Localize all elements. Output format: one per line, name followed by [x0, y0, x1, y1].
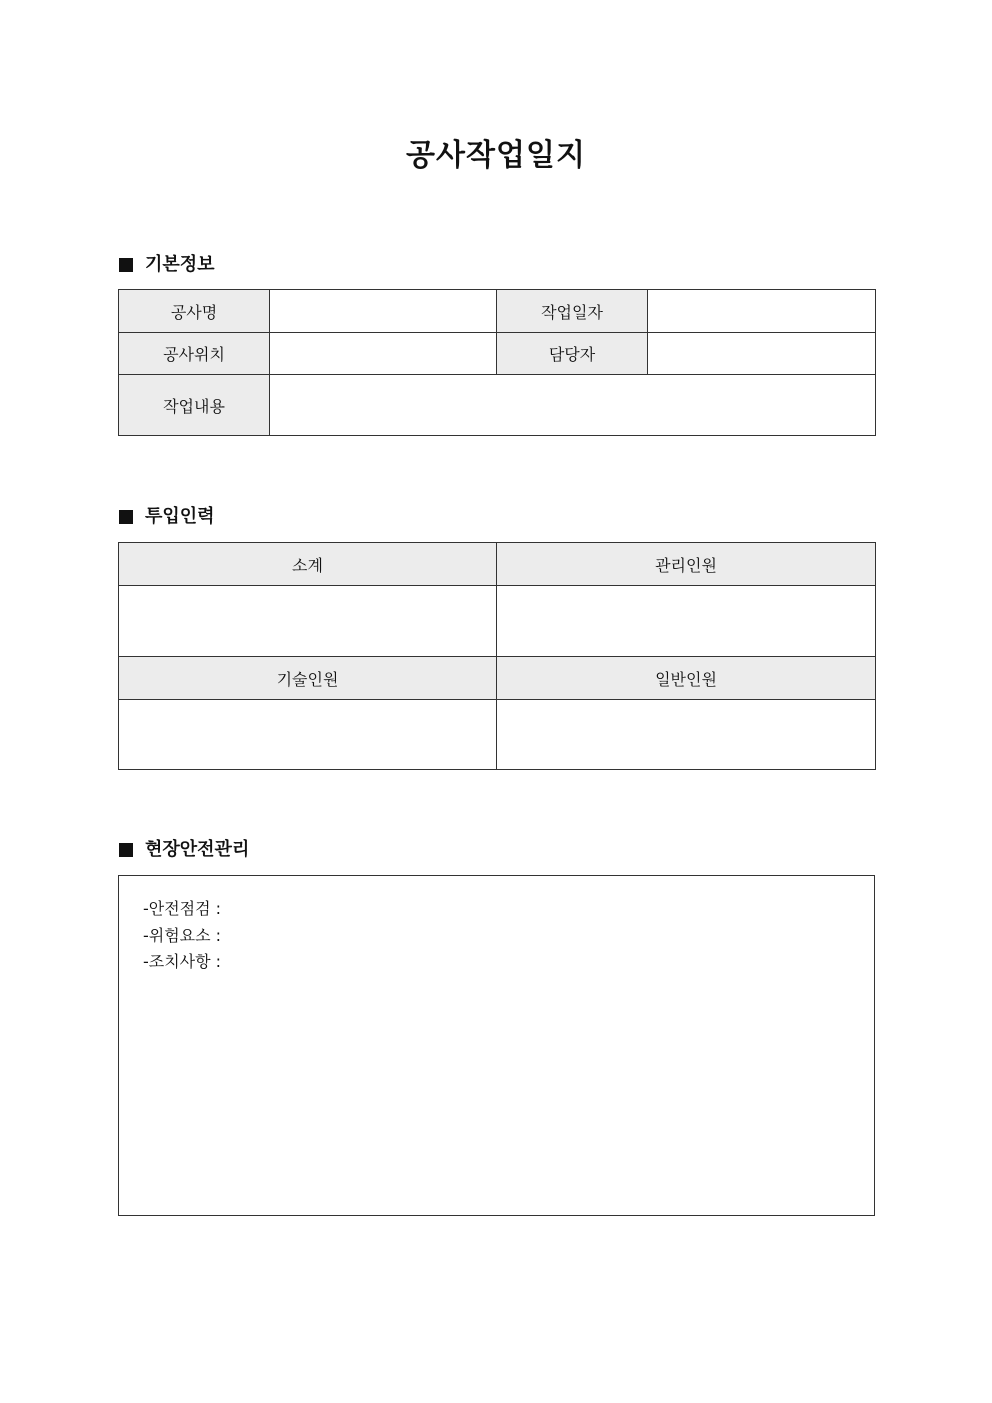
construction-name-field[interactable] — [270, 290, 497, 333]
construction-location-field[interactable] — [270, 333, 497, 375]
site-safety-heading — [119, 838, 249, 862]
table-row — [119, 657, 876, 700]
table-row — [119, 543, 876, 586]
square-bullet-icon — [119, 843, 133, 857]
site-safety-box[interactable] — [118, 875, 875, 1216]
square-bullet-icon — [119, 258, 133, 272]
action-taken-line: -조치사항 : — [143, 952, 222, 971]
technical-staff-field[interactable] — [119, 700, 497, 770]
subtotal-label: 소계 — [119, 543, 497, 586]
page-title: 공사작업일지 — [406, 138, 586, 173]
table-row — [119, 290, 876, 333]
work-content-label: 작업내용 — [119, 375, 270, 436]
site-safety-heading-text: 현장안전관리 — [145, 839, 250, 860]
construction-location-label: 공사위치 — [119, 333, 270, 375]
manager-label: 담당자 — [497, 333, 648, 375]
general-staff-label: 일반인원 — [497, 657, 876, 700]
work-date-field[interactable] — [648, 290, 876, 333]
manpower-heading-text: 투입인력 — [145, 506, 215, 527]
work-content-field[interactable] — [270, 375, 876, 436]
admin-staff-field[interactable] — [497, 586, 876, 657]
technical-staff-label: 기술인원 — [119, 657, 497, 700]
site-safety-lines — [143, 896, 221, 976]
table-row — [119, 375, 876, 436]
manpower-heading — [119, 505, 215, 529]
square-bullet-icon — [119, 510, 133, 524]
work-date-label: 작업일자 — [497, 290, 648, 333]
construction-name-label: 공사명 — [119, 290, 270, 333]
basic-info-heading-text: 기본정보 — [145, 254, 215, 275]
table-row — [119, 700, 876, 770]
subtotal-field[interactable] — [119, 586, 497, 657]
basic-info-heading — [119, 253, 215, 277]
table-row — [119, 586, 876, 657]
basic-info-table — [118, 289, 876, 436]
manpower-table — [118, 542, 876, 770]
admin-staff-label: 관리인원 — [497, 543, 876, 586]
manager-field[interactable] — [648, 333, 876, 375]
table-row — [119, 333, 876, 375]
risk-factor-line: -위험요소 : — [143, 925, 222, 945]
general-staff-field[interactable] — [497, 700, 876, 770]
safety-inspection-line: -안전점검 : — [143, 899, 222, 918]
